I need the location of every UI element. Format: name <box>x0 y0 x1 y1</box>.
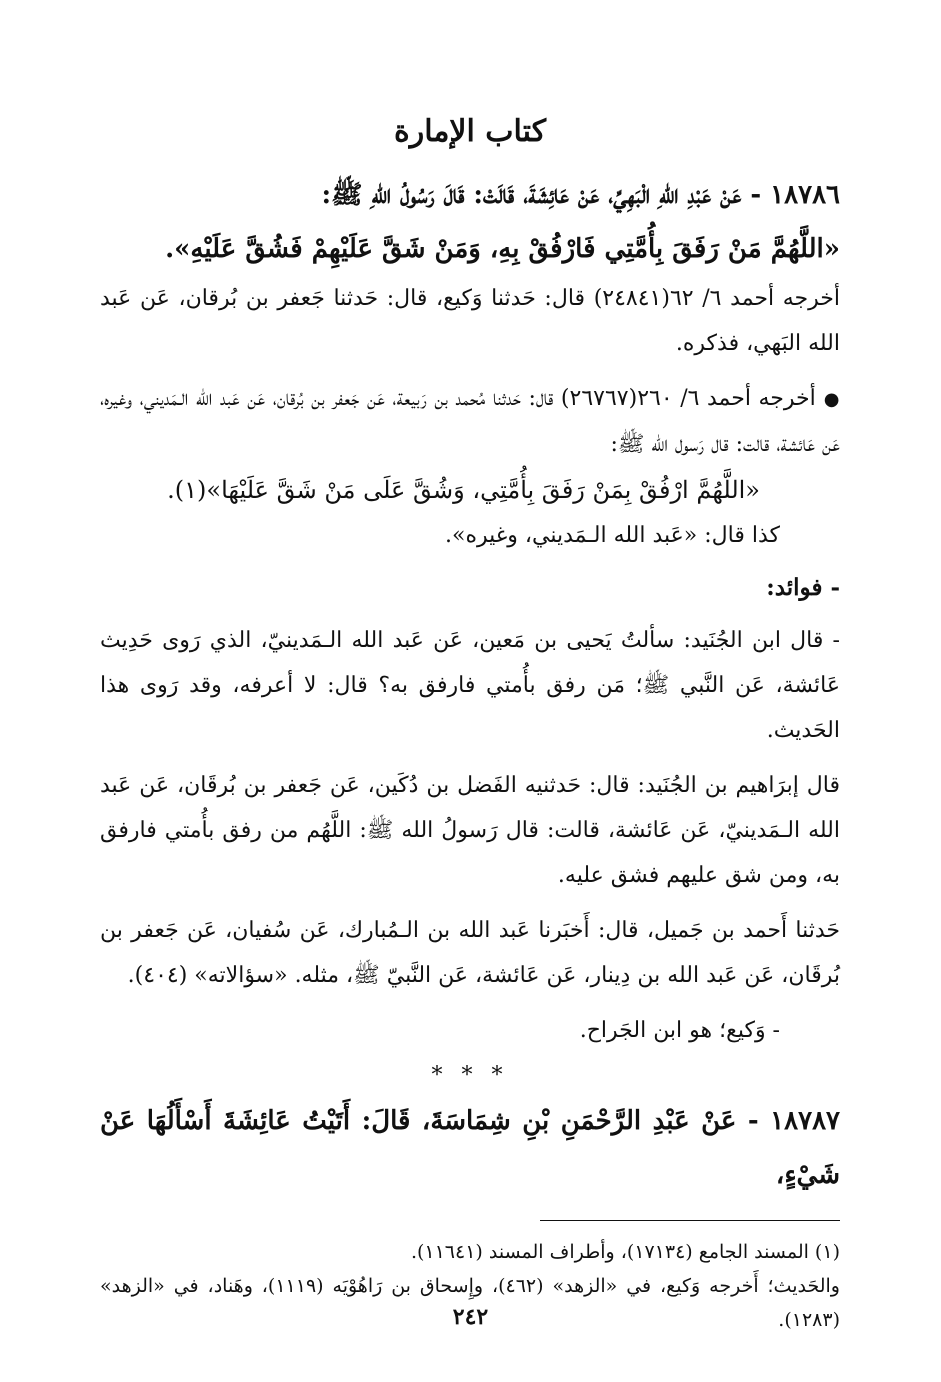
fawaid-heading: - فوائد: <box>766 574 840 601</box>
fawaid-paragraph-1: - قال ابن الجُنَيد: سألتُ يَحيى بن مَعين، عَن عَبد الله الـمَدينيّ، الذي رَوى حَدِيث عَائشة، عَن النَّبي ﷺ؛ مَن رفق بأُمتي فارفق به؟ قال: لا أعرفه، وقد رَوى هذا الحَديث. <box>100 628 840 743</box>
page-number: ٢٤٢ <box>452 1304 489 1330</box>
bullet-icon: ● <box>823 389 840 410</box>
footnote-2: والحَديث؛ أَخرجه وَكيع، في «الزهد» (٤٦٢)، وإِسحاق بن رَاهُوْيَه (١١١٩)، وهَناد، في «الزهد» (١٢٨٣). <box>100 1275 840 1331</box>
takhrij-ahmad-2 <box>100 376 840 467</box>
chapter-title: كتاب الإمارة <box>393 114 547 149</box>
footnote-1: (١) المسند الجامع (١٧١٣٤)، وأطراف المسند (١١٦٤١). <box>410 1241 840 1263</box>
fawaid-paragraph-3: حَدثنا أَحمد بن جَميل، قال: أَخبَرنا عَبد الله بن الـمُبارك، عَن سُفيان، عَن جَعفر بن بُرقَان، عَن عَبد الله بن دِينار، عَن عَائشة، عَن النَّبيّ ﷺ، مثله. «سؤالاته» (٤٠٤). <box>100 918 840 988</box>
takhrij-ahmad-2-text: أخرجه أحمد ٦/ ٢٦٠(٢٦٧٦٧) قال: حَدثنا مُحمد بن رَبيعة، عَن جَعفر بن بُرقان، عَن عَبد الله الـمَديني، وغيره، عَن عَائشة، قالت: قال رَسول الله ﷺ: <box>100 386 840 457</box>
hadith-18787: ١٨٧٨٧ - عَنْ عَبْدِ الرَّحْمَنِ بْنِ شِمَاسَةَ، قَالَ: أَتَيْتُ عَائِشَةَ أَسْأَلُهَا عَنْ شَيْءٍ، <box>100 1106 840 1190</box>
takhrij-ahmad-1: أخرجه أحمد ٦/ ٦٢(٢٤٨٤١) قال: حَدثنا وَكيع، قال: حَدثنا جَعفر بن بُرقان، عَن عَبد الله البَهي، فذكره. <box>100 286 841 356</box>
fawaid-paragraph-2: قال إبرَاهيم بن الجُنَيد: قال: حَدثنيه الفَضل بن دُكَين، عَن جَعفر بن بُرقَان، عَن عَبد الله الـمَدينيّ، عَن عَائشة، قالت: قال رَسولُ الله ﷺ: اللَّهُم من رفق بأُمتي فارفق به، ومن شق عليهم فشق عليه. <box>100 773 840 888</box>
hadith-18786-line1: ١٨٧٨٦ - عَنْ عَبْدِ اللهِ الْبَهِيِّ، عَنْ عَائِشَةَ، قَالَتْ: قَالَ رَسُولُ اللهِ ﷺ: <box>321 180 840 210</box>
footnote-divider <box>540 1220 840 1221</box>
page-body <box>100 110 840 1337</box>
fawaid-paragraph-4: - وَكيع؛ هو ابن الجَراح. <box>579 1018 780 1043</box>
editor-note: كذا قال: «عَبد الله الـمَديني، وغيره». <box>445 523 780 548</box>
section-separator-stars: * * * <box>431 1063 509 1088</box>
hadith-variant-quote: «اللَّهُمَّ ارْفُقْ بِمَنْ رَفَقَ بِأُمَّتِي، وَشُقَّ عَلَى مَنْ شَقَّ عَلَيْهَا»(١). <box>167 476 760 504</box>
hadith-18786-line2: «اللَّهُمَّ مَنْ رَفَقَ بِأُمَّتِي فَارْفُقْ بِهِ، وَمَنْ شَقَّ عَلَيْهِمْ فَشُقَّ عَلَيْهِ». <box>165 234 840 264</box>
